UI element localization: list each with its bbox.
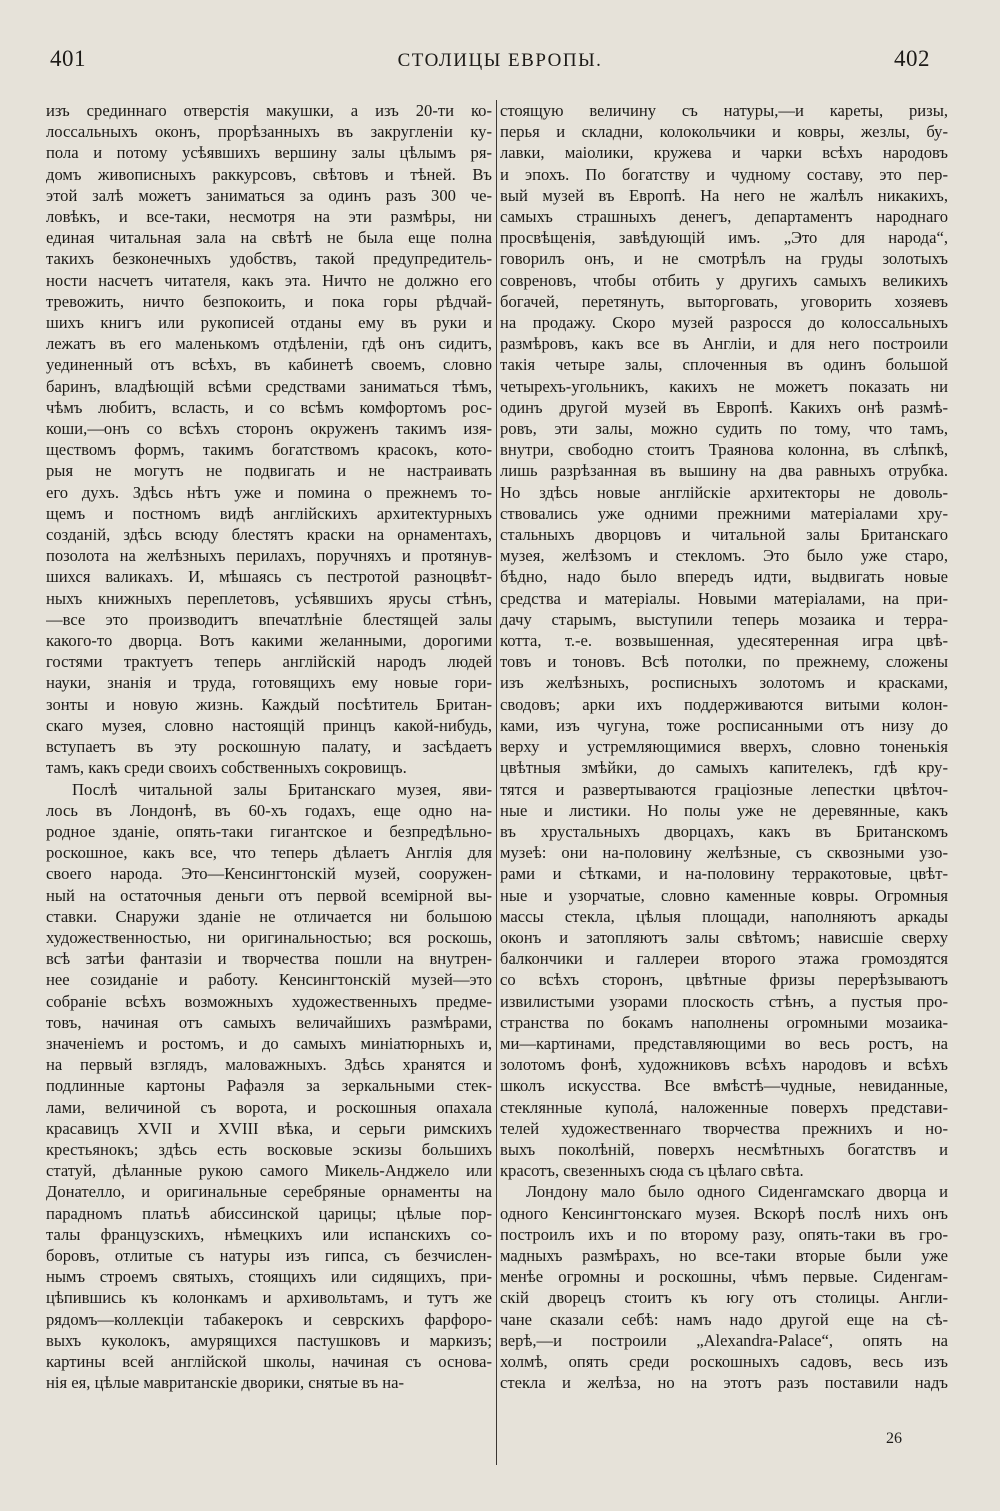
text-line: картины всей англійской школы, начиная съ основа- [46,1351,492,1371]
text-line: ми—картинами, представляющими во весь ростъ, на [500,1033,948,1053]
text-line: построилъ ихъ и по второму разу, опять-таки въ гро- [500,1224,948,1244]
text-column-left [46,100,492,1393]
text-line: ровъ, эти залы, можно судить по тому, что тамъ, [500,419,948,439]
text-line: тревожить, ничто безпокоить, и пока горы рѣдчай- [46,291,492,311]
text-line: созданій, здѣсь всюду блестятъ краски на орнаментахъ, [46,525,492,545]
signature-mark: 26 [886,1430,902,1447]
text-line: вый музей въ Европѣ. На него не жалѣлъ никакихъ, [500,185,948,205]
text-line: стекла и желѣза, но на этотъ разъ поставили надъ [500,1373,948,1393]
text-line: шихъ книгъ или рукописей отданы ему въ руки и [46,313,492,333]
text-line: размѣровъ, какъ все въ Англіи, и для него построили [500,334,948,354]
text-line: вступаетъ въ эту роскошную палату, и засѣдаетъ [46,737,492,757]
text-line: ществомъ формъ, такимъ богатствомъ красокъ, кото- [46,440,492,460]
text-line: лось въ Лондонѣ, въ 60-хъ годахъ, еще одно на- [46,800,492,820]
text-line: стеклянные куполá, наложенные поверхъ представи- [500,1097,948,1117]
text-line: Послѣ читальной залы Британскаго музея, яви- [72,779,492,799]
text-line: значеніемъ и ростомъ, и до самыхъ миніатюрныхъ и, [46,1033,492,1053]
text-line: товъ, начиная отъ самыхъ величайшихъ размѣрами, [46,1012,492,1032]
text-line: товъ и тоновъ. Всѣ потолки, по прежнему, сложены [500,652,948,672]
text-line: четырехъ-угольникъ, какихъ не можетъ показать ни [500,376,948,396]
text-line: собраніе всѣхъ возможныхъ художественныхъ предме- [46,991,492,1011]
text-line: уединенный отъ всѣхъ, въ кабинетѣ своемъ, словно [46,355,492,375]
text-line: на продажу. Скоро музей разросся до колоссальныхъ [500,313,948,333]
text-line: изъ желѣзныхъ, росписныхъ золотомъ и красками, [500,673,948,693]
text-line: ный на остаточныя деньги отъ первой всемірной вы- [46,885,492,905]
text-line: баринъ, владѣющій всѣми средствами заниматься тѣмъ, [46,376,492,396]
text-line: выхъ куколокъ, амурящихся пастушковъ и маркизъ; [46,1330,492,1350]
text-line: коши,—онъ со всѣхъ сторонъ окруженъ такимъ изя- [46,419,492,439]
text-line: телей художественнаго творчества прежнихъ и но- [500,1118,948,1138]
text-line: рыя не могутъ не подвигать и не настраивать [46,461,492,481]
text-line: странства по бокамъ наполнены огромными мозаика- [500,1012,948,1032]
text-line: красавицъ XVII и XVIII вѣка, и серьги римскихъ [46,1118,492,1138]
text-line: ные и узорчатые, словно каменные ковры. Огромныя [500,885,948,905]
text-line: роскошное, какъ все, что теперь дѣлаетъ Англія для [46,843,492,863]
text-line: школъ искусства. Все вмѣстѣ—чудные, невиданные, [500,1076,948,1096]
page-number-right: 402 [894,46,930,71]
text-line: перья и складни, колокольчики и ковры, жезлы, бу- [500,122,948,142]
text-line: нее созиданіе и работу. Кенсингтонскій музей—это [46,970,492,990]
text-line: ности насчетъ читателя, какъ эта. Ничто не должно его [46,270,492,290]
text-line: его духъ. Здѣсь нѣтъ уже и помина о прежнемъ то- [46,482,492,502]
text-line: совреновъ, чтобы отбить у другихъ самыхъ великихъ [500,270,948,290]
text-line: статуй, дѣланные рукою самого Микель-Анджело или [46,1161,492,1181]
text-line: всѣ затѣи фантазіи и творчества пошли на внутрен- [46,949,492,969]
text-line: домъ живописныхъ раккурсовъ, свѣтовъ и тѣней. Въ [46,164,492,184]
text-line: на первый взглядъ, маловажныхъ. Здѣсь хранятся и [46,1055,492,1075]
text-line: котта, т.-е. возвышенная, удесятеренная игра цвѣ- [500,631,948,651]
text-line: лами, величиной съ ворота, и роскошныя опахала [46,1097,492,1117]
text-line: стальныхъ дворцовъ и читальной залы Британскаго [500,525,948,545]
text-line: говорилъ онъ, и не смотрѣлъ на груды золотыхъ [500,249,948,269]
text-line: Но здѣсь новые англійскіе архитекторы не доволь- [500,482,948,502]
text-line: этой залѣ можетъ заниматься за одинъ разъ 300 че- [46,185,492,205]
text-line: ками, изъ чугуна, тоже росписанными отъ низу до [500,715,948,735]
text-line: стоящую величину съ натуры,—и кареты, ризы, [500,101,948,120]
text-line: —все это производитъ впечатлѣніе блестящей залы [46,609,492,629]
text-line: рами и сѣтками, и на-половину терракотовые, цвѣт- [500,864,948,884]
text-line: золотомъ фонѣ, художниковъ всѣхъ народовъ и всѣхъ [500,1055,948,1075]
text-line: своего народа. Это—Кенсингтонскій музей, сооружен- [46,864,492,884]
text-line: нія ея, цѣлые мавританскіе дворики, снятые въ на- [46,1373,405,1393]
text-line: ставки. Снаружи зданіе не отличается ни большою [46,906,492,926]
text-line: Лондону мало было одного Сиденгамскаго дворца и [526,1182,948,1202]
text-line: такія четыре залы, сплоченныя въ одинъ большой [500,355,948,375]
text-line: дачу старымъ, выступили теперь мозаика и терра- [500,609,948,629]
text-line: лавки, маіолики, кружева и чарки всѣхъ народовъ [500,143,948,163]
text-line: просвѣщенія, завѣдующій имъ. „Это для народа“, [500,228,948,248]
text-line: бѣдно, надо было впередъ идти, выдвигать новые [500,567,948,587]
text-line: богачей, перетянуть, выторговать, уговорить хозяевъ [500,291,948,311]
text-line: подлинные картоны Рафаэля за зеркальными стек- [46,1076,492,1096]
text-line: внутри, свободно стоитъ Траянова колонна, въ слѣпкѣ, [500,440,948,460]
text-line: ные и листики. Но полы уже не деревянные, какъ [500,800,948,820]
text-line: балкончики и галлереи второго этажа громоздятся [500,949,948,969]
text-line: средства и матеріалы. Новыми матеріалами, на при- [500,588,948,608]
text-line: извилистыми узорами плоскость стѣнъ, а пустыя про- [500,991,948,1011]
text-line: зонты и новую жизнь. Каждый посѣтитель Британ- [46,694,492,714]
text-line: самыхъ страшныхъ денегъ, департаментъ народнаго [500,207,948,227]
text-line: въ хрустальныхъ дворцахъ, какъ въ Британскомъ [500,821,948,841]
text-line: массы стекла, цѣлыя площади, наполняютъ аркады [500,906,948,926]
text-line: позолота на желѣзныхъ перилахъ, поручняхъ и протянув- [46,546,492,566]
text-line: боровъ, отлитые съ натуры изъ гипса, съ безчислен- [46,1245,492,1265]
text-line: шихся валикахъ. И, мѣшаясь съ пестротой разноцвѣт- [46,567,492,587]
text-line: верху и устремляющимися вверхъ, словно тоненькія [500,737,948,757]
text-line: ныхъ книжныхъ переплетовъ, усѣявшихъ ярусы стѣнъ, [46,588,492,608]
text-line: гостями трактуетъ теперь англійскій народъ людей [46,652,492,672]
text-line: пола и потому усѣявшихъ вершину залы цѣлымъ ря- [46,143,492,163]
text-line: Донателло, и оригинальные серебряные орнаменты на [46,1182,492,1202]
text-line: лежатъ въ его маленькомъ отдѣленіи, гдѣ онъ сидитъ, [46,334,492,354]
text-line: красотъ, свезенныхъ сюда съ цѣлаго свѣта. [500,1161,804,1181]
text-line: нымъ строемъ святыхъ, стоящихъ или сидящихъ, при- [46,1267,492,1287]
text-line: верѣ,—и построили „Alexandra-Palace“, опять на [500,1330,948,1350]
text-line: мадныхъ размѣрахъ, но все-таки вторые были уже [500,1245,948,1265]
text-line: холмѣ, опять среди роскошныхъ садовъ, весь изъ [500,1351,948,1371]
text-line: такихъ безконечныхъ удобствъ, такой предупредитель- [46,249,492,269]
text-line: сводовъ; арки ихъ поддерживаются витыми колон- [500,694,948,714]
text-line: ловѣкъ, и все-таки, несмотря на эти размѣры, ни [46,207,492,227]
text-line: выхъ поколѣній, поверхъ несмѣтныхъ богатствъ и [500,1139,948,1159]
text-line: скій дворецъ стоитъ къ югу отъ столицы. Англи- [500,1288,948,1308]
text-line: тамъ, какъ среди своихъ собственныхъ сокровищъ. [46,758,407,778]
text-line: цѣпившись къ колонкамъ и архивольтамъ, и тутъ же [46,1288,492,1308]
text-column-right [500,100,948,1393]
text-line: лишь разрѣзанная въ вышину на два равныхъ отрубка. [500,461,948,481]
text-line: цвѣтныя змѣйки, до самыхъ капителекъ, гдѣ кру- [500,758,948,778]
text-line: крестьянокъ; здѣсь есть восковые эскизы большихъ [46,1139,492,1159]
text-line: менѣе огромны и роскошны, чѣмъ первые. Сиденгам- [500,1267,948,1287]
text-line: лоссальныхъ оконъ, прорѣзанныхъ въ закругленіи ку- [46,122,492,142]
text-line: художественностью, ни оригинальностью; вся роскошь, [46,927,492,947]
text-line: со всѣхъ сторонъ, цвѣтные фризы перерѣзываютъ [500,970,948,990]
text-line: щемъ и постномъ видѣ англійскихъ архитектурныхъ [46,503,492,523]
text-line: ствовались уже одними прежними матеріалами хру- [500,503,948,523]
text-line: тятся и развертываются граціозные лепестки цвѣточ- [500,779,948,799]
text-line: скаго музея, словно настоящій принцъ какой-нибудь, [46,715,492,735]
text-line: музея, желѣзомъ и стекломъ. Это было уже старо, [500,546,948,566]
text-line: единая читальная зала на свѣтѣ не была еще полна [46,228,492,248]
text-line: одинъ другой музей въ Европѣ. Какихъ онѣ размѣ- [500,397,948,417]
text-line: парадномъ платьѣ абиссинской царицы; цѣлые пор- [46,1203,492,1223]
text-line: родное зданіе, опять-таки гигантское и безпредѣльно- [46,821,492,841]
text-line: изъ срединнаго отверстія макушки, а изъ 20-ти ко- [46,101,492,120]
text-line: оконъ и затопляютъ залы свѣтомъ; нависшіе сверху [500,927,948,947]
text-line: и эпохъ. По богатству и чудному составу, это пер- [500,164,948,184]
column-divider [496,100,497,1465]
running-title: СТОЛИЦЫ ЕВРОПЫ. [397,50,603,71]
text-line: одного Кенсингтонскаго музея. Вскорѣ послѣ нихъ онъ [500,1203,948,1223]
text-line: рядомъ—коллекціи табакерокъ и севрскихъ фарфоро- [46,1309,492,1329]
text-line: чѣмъ любитъ, всласть, и со всѣмъ комфортомъ рос- [46,397,492,417]
text-line: какого-то дворца. Вотъ какими желанными, дорогими [46,631,492,651]
text-line: науки, знанія и труда, готовящихъ ему новые гори- [46,673,492,693]
page-number-left: 401 [50,46,86,71]
text-line: талы французскихъ, нѣмецкихъ или испанскихъ со- [46,1224,492,1244]
text-line: чане сказали себѣ: намъ надо другой еще на сѣ- [500,1309,948,1329]
text-line: музеѣ: они на-половину желѣзные, съ сквозными узо- [500,843,948,863]
